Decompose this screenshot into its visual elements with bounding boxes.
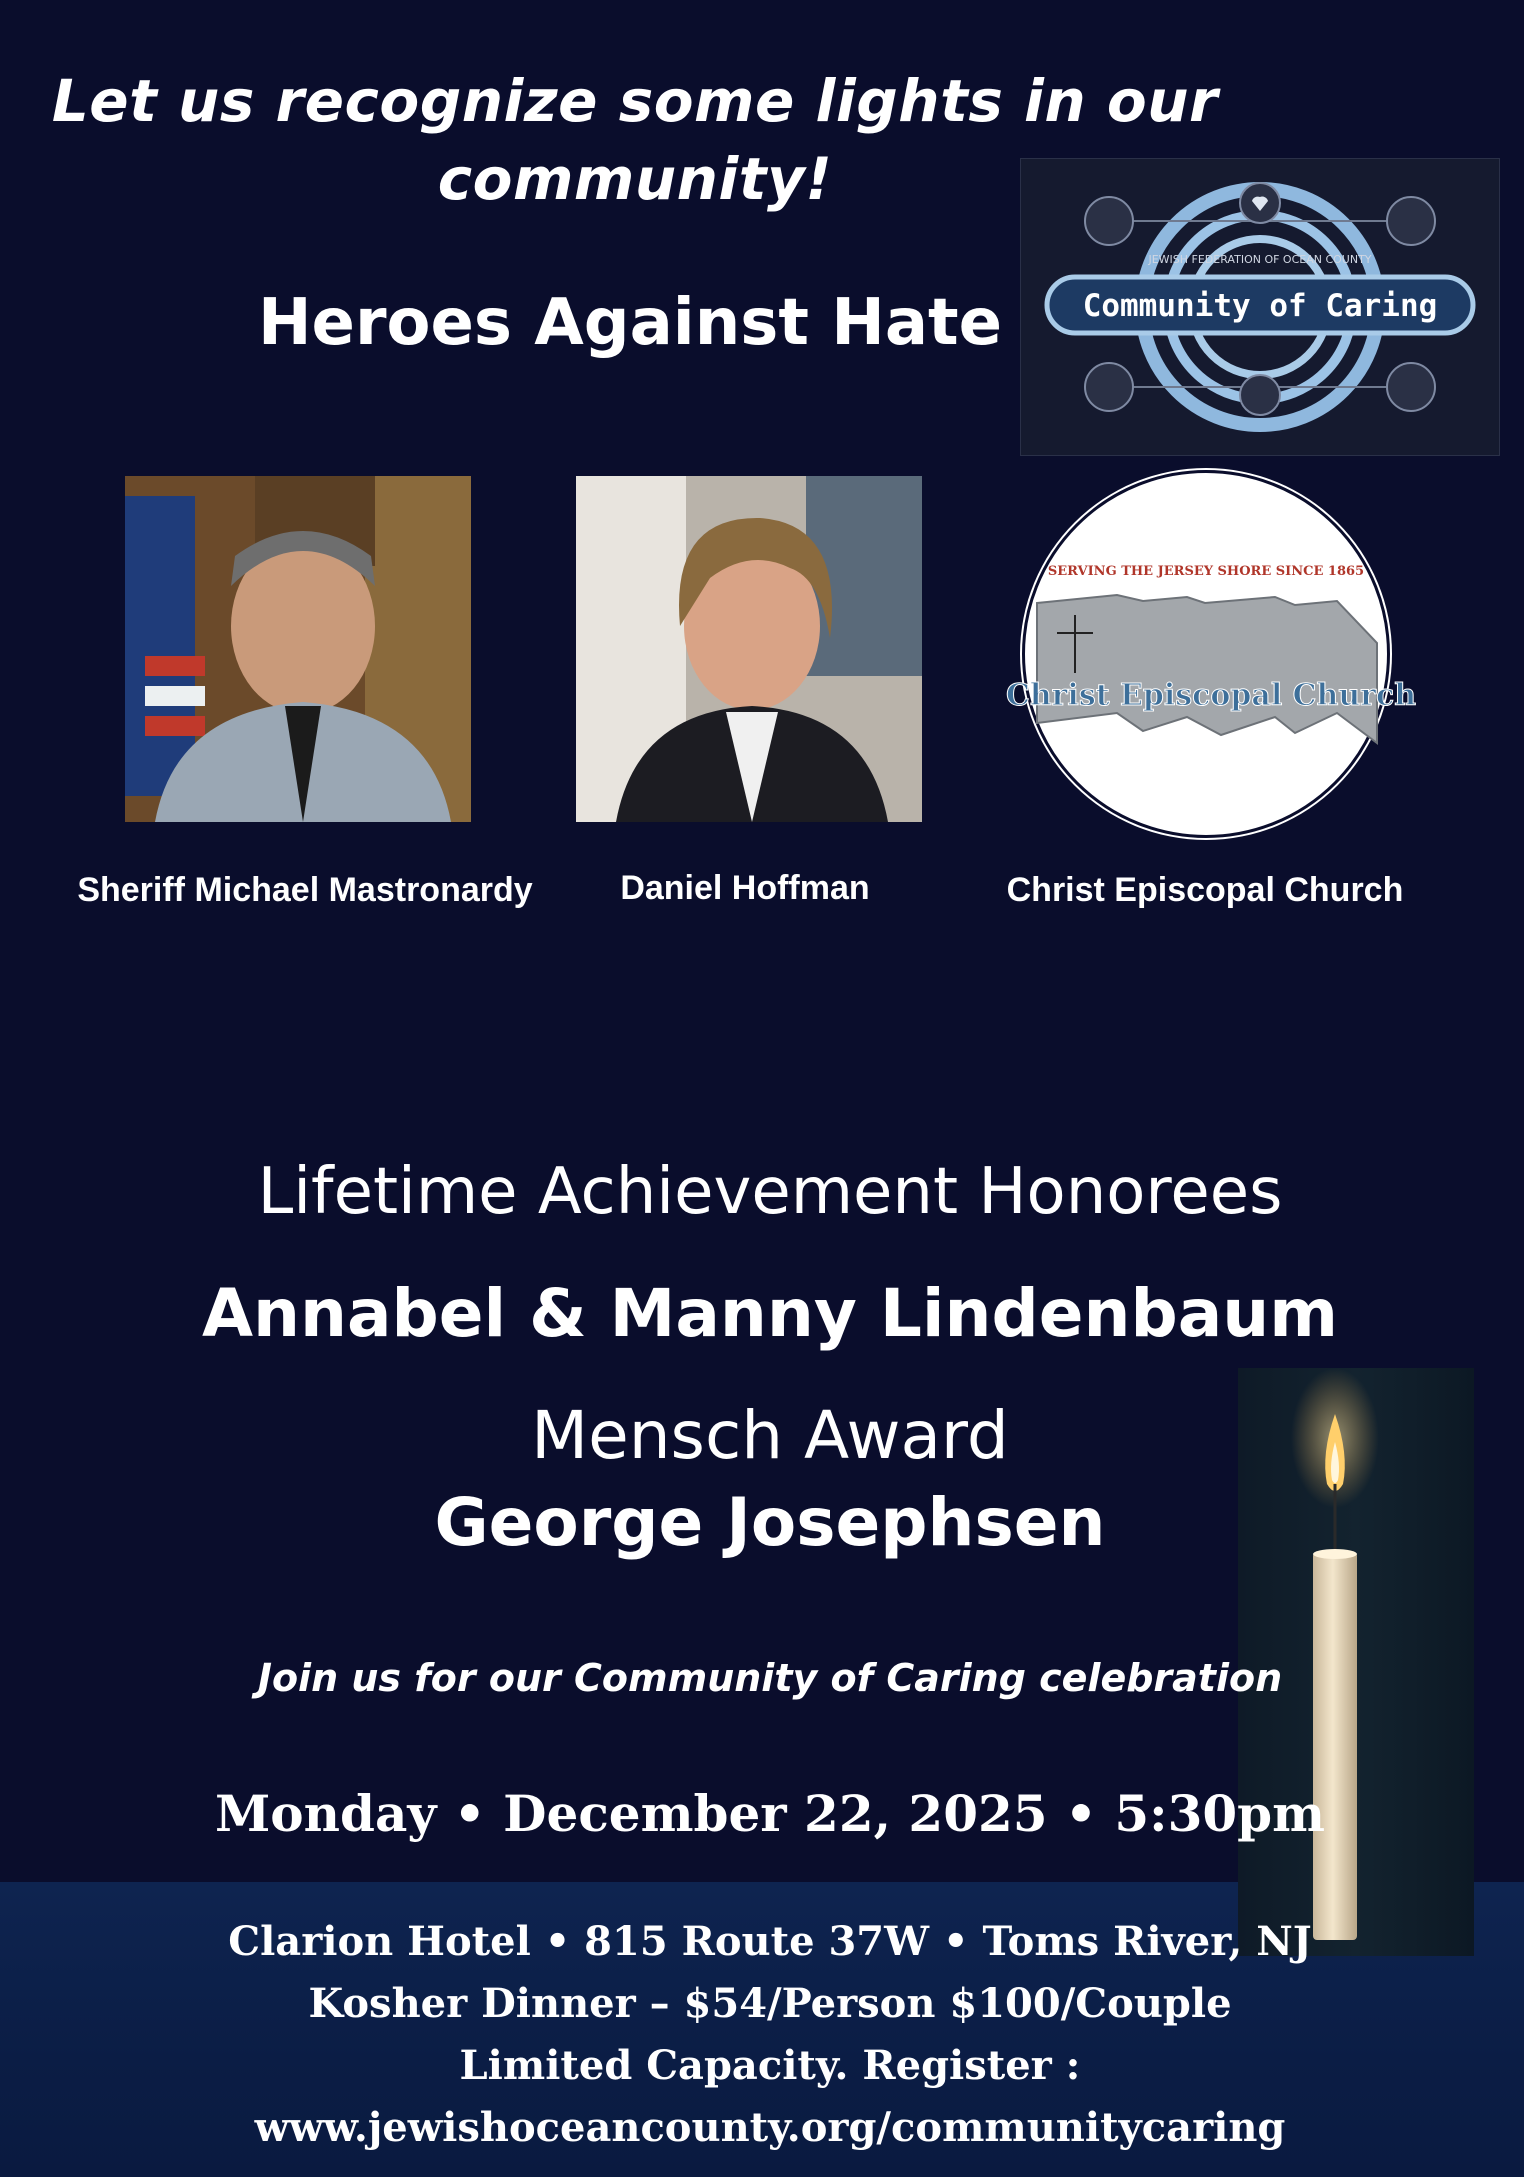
- lifetime-achievement-names: Annabel & Manny Lindenbaum: [201, 1275, 1339, 1352]
- community-of-caring-logo-graphic: [1021, 159, 1499, 455]
- registration-note: Limited Capacity. Register :: [459, 2042, 1081, 2089]
- church-logo-circle: [1005, 470, 1417, 838]
- logo-banner-text: Community of Caring: [1082, 288, 1438, 324]
- dinner-pricing: Kosher Dinner – $54/Person $100/Couple: [308, 1980, 1232, 2027]
- venue-address: Clarion Hotel • 815 Route 37W • Toms River, NJ: [228, 1918, 1312, 1965]
- community-of-caring-logo: [1020, 158, 1500, 456]
- honoree-name-sheriff: Sheriff Michael Mastronardy: [77, 871, 533, 909]
- logo-arc-text: JEWISH FEDERATION OF OCEAN COUNTY: [1148, 253, 1372, 266]
- heroes-against-hate-title: Heroes Against Hate: [257, 286, 1003, 360]
- church-logo-name-text: Christ Episcopal Church: [1005, 678, 1417, 713]
- honoree-name-daniel: Daniel Hoffman: [620, 869, 870, 907]
- sheriff-portrait: [125, 476, 471, 822]
- mensch-award-label: Mensch Award: [531, 1397, 1009, 1474]
- mensch-award-name: George Josephsen: [434, 1484, 1106, 1561]
- church-logo-top-text: SERVING THE JERSEY SHORE SINCE 1865: [1047, 564, 1365, 579]
- lifetime-achievement-label: Lifetime Achievement Honorees: [257, 1155, 1283, 1229]
- join-invitation: Join us for our Community of Caring celebration: [257, 1656, 1283, 1700]
- registration-url: www.jewishoceancounty.org/communitycaring: [254, 2104, 1286, 2151]
- daniel-hoffman-portrait: [576, 476, 922, 822]
- tagline: Let us recognize some lights in our community!: [51, 67, 1219, 213]
- event-date-time: Monday • December 22, 2025 • 5:30pm: [214, 1784, 1326, 1843]
- honoree-name-church: Christ Episcopal Church: [1006, 871, 1404, 909]
